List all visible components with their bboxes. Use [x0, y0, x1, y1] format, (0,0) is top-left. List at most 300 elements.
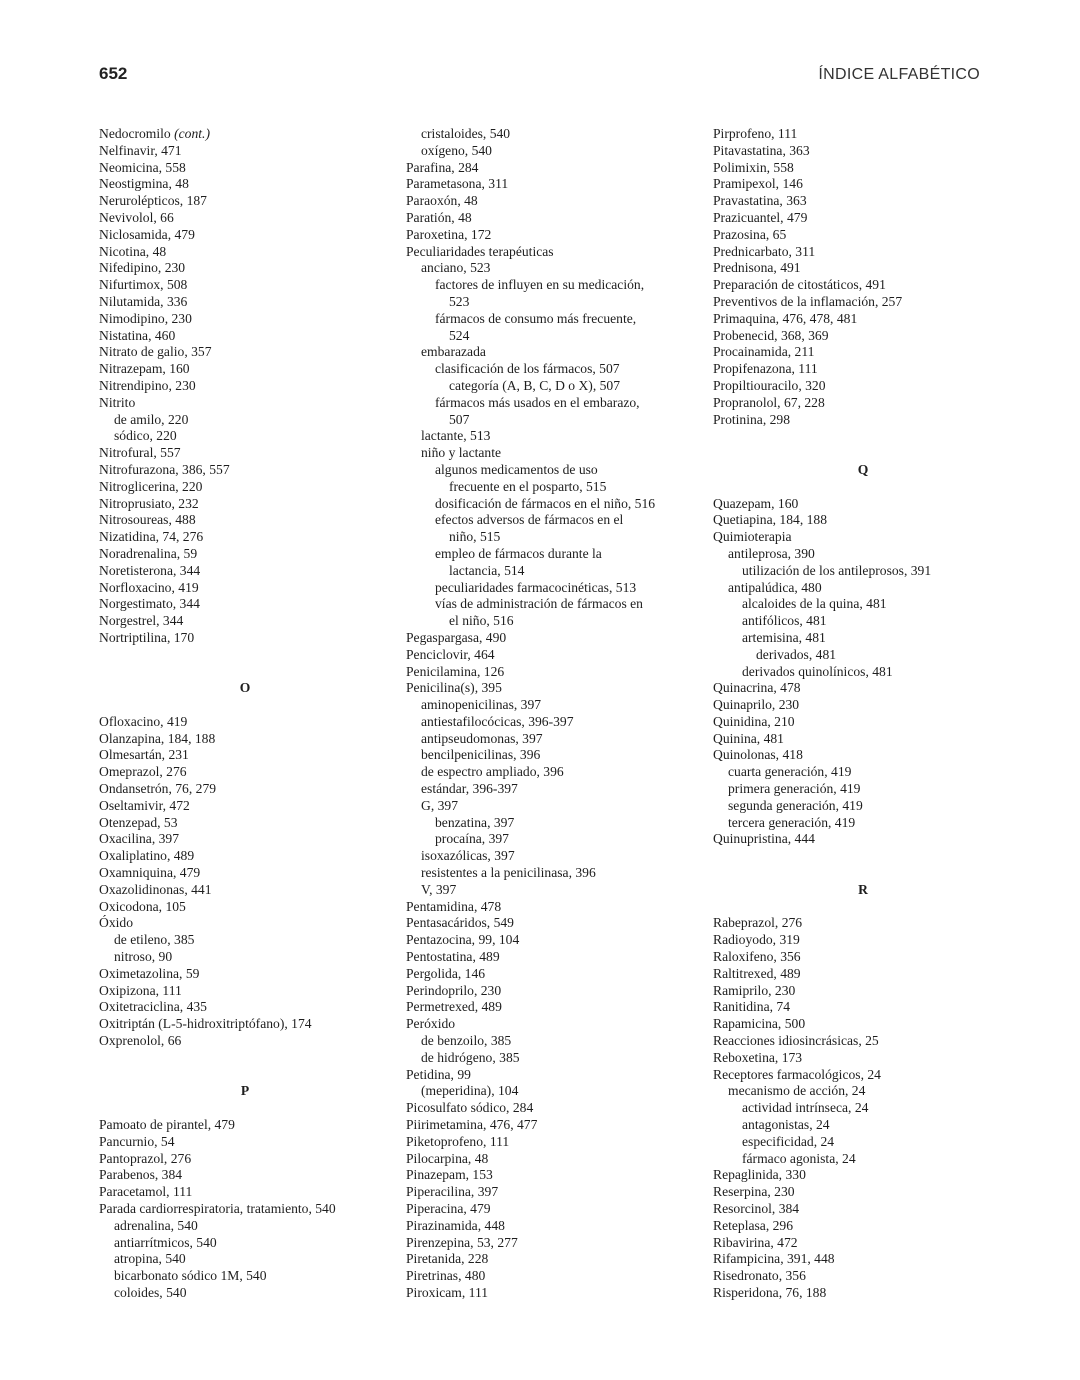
- index-subentry: [406, 529, 706, 546]
- index-entry: [713, 529, 1013, 546]
- index-subentry: [406, 1083, 706, 1100]
- entry-text: Paroxetina, 172: [406, 226, 492, 242]
- index-entry: [99, 1134, 391, 1151]
- index-entry: [99, 445, 391, 462]
- entry-text: Pentostatina, 489: [406, 949, 500, 965]
- entry-text: Peculiaridades terapéuticas: [406, 243, 554, 259]
- index-entry: [99, 378, 391, 395]
- entry-text: isoxazólicas, 397: [421, 848, 515, 864]
- entry-text: Quinaprilo, 230: [713, 697, 800, 713]
- continued-marker: (cont.): [174, 126, 210, 141]
- index-column-2: [406, 126, 706, 1302]
- entry-text: Paratión, 48: [406, 209, 472, 225]
- entry-text: Polimixin, 558: [713, 159, 794, 175]
- index-entry: [99, 1033, 391, 1050]
- entry-text: Nilutamida, 336: [99, 293, 188, 309]
- index-subentry: [99, 1251, 391, 1268]
- entry-text: Oxaliplatino, 489: [99, 848, 195, 864]
- entry-text: oxígeno, 540: [421, 142, 492, 158]
- entry-text: Pitavastatina, 363: [713, 142, 810, 158]
- entry-text: anciano, 523: [421, 260, 491, 276]
- index-subentry: [406, 395, 706, 412]
- index-entry: [99, 865, 391, 882]
- index-entry: [99, 983, 391, 1000]
- entry-text: alcaloides de la quina, 481: [742, 596, 887, 612]
- entry-text: nitroso, 90: [114, 949, 173, 965]
- index-subentry: [406, 344, 706, 361]
- entry-text: Oxicodona, 105: [99, 898, 186, 914]
- index-subentry: [99, 932, 391, 949]
- index-entry: [406, 664, 706, 681]
- entry-text: aminopenicilinas, 397: [421, 697, 542, 713]
- entry-text: antileprosa, 390: [728, 545, 815, 561]
- entry-text: antipalúdica, 480: [728, 579, 822, 595]
- entry-text: Prazosina, 65: [713, 226, 787, 242]
- index-entry: [406, 1184, 706, 1201]
- entry-text: Rapamicina, 500: [713, 1016, 806, 1032]
- entry-text: adrenalina, 540: [114, 1217, 198, 1233]
- index-entry: [99, 1117, 391, 1134]
- entry-text: 523: [449, 293, 470, 309]
- index-entry: [99, 260, 391, 277]
- index-entry: [406, 1201, 706, 1218]
- letter-heading: P: [240, 1083, 250, 1099]
- entry-text: de etileno, 385: [114, 932, 195, 948]
- entry-text: estándar, 396-397: [421, 781, 518, 797]
- index-entry: [713, 328, 1013, 345]
- entry-text: clasificación de los fármacos, 507: [435, 361, 620, 377]
- entry-text: benzatina, 397: [435, 814, 515, 830]
- entry-text: atropina, 540: [114, 1251, 186, 1267]
- index-entry: [99, 361, 391, 378]
- entry-text: empleo de fármacos durante la: [435, 545, 602, 561]
- index-entry: [99, 210, 391, 227]
- entry-text: cuarta generación, 419: [728, 764, 852, 780]
- entry-text: Oximetazolina, 59: [99, 965, 200, 981]
- index-entry: [99, 714, 391, 731]
- entry-text: Raloxifeno, 356: [713, 949, 801, 965]
- entry-text: Noradrenalina, 59: [99, 545, 198, 561]
- index-subentry: [713, 563, 1013, 580]
- entry-text: utilización de los antileprosos, 391: [742, 562, 932, 578]
- entry-text: resistentes a la penicilinasa, 396: [421, 865, 596, 881]
- entry-text: de benzoilo, 385: [421, 1033, 512, 1049]
- index-entry: [99, 1151, 391, 1168]
- entry-text: segunda generación, 419: [728, 797, 863, 813]
- entry-text: Oxacilina, 397: [99, 831, 180, 847]
- index-subentry: [713, 630, 1013, 647]
- index-entry: [406, 1268, 706, 1285]
- index-entry: [713, 680, 1013, 697]
- index-entry: [99, 160, 391, 177]
- entry-text: de hidrógeno, 385: [421, 1049, 520, 1065]
- entry-text: embarazada: [421, 344, 486, 360]
- entry-text: Neomicina, 558: [99, 159, 186, 175]
- entry-text: Nitrato de galio, 357: [99, 344, 212, 360]
- index-entry: [713, 294, 1013, 311]
- entry-text: Pegaspargasa, 490: [406, 629, 507, 645]
- entry-text: antiestafilocócicas, 396-397: [421, 713, 574, 729]
- index-subentry: [406, 412, 706, 429]
- index-entry: [99, 915, 391, 932]
- index-entry: [406, 949, 706, 966]
- spacer: [99, 1050, 391, 1067]
- entry-text: Ofloxacino, 419: [99, 713, 188, 729]
- index-entry: [99, 1184, 391, 1201]
- entry-text: Piroxicam, 111: [406, 1284, 489, 1300]
- index-subentry: [406, 613, 706, 630]
- index-subentry: [406, 294, 706, 311]
- spacer: [713, 479, 1013, 496]
- entry-text: Permetrexed, 489: [406, 999, 502, 1015]
- index-entry: [713, 378, 1013, 395]
- index-entry: [99, 1016, 391, 1033]
- index-entry: [406, 227, 706, 244]
- index-subentry: [99, 1285, 391, 1302]
- index-entry: [406, 1218, 706, 1235]
- entry-text: Nifurtimox, 508: [99, 277, 188, 293]
- index-subentry: [406, 1050, 706, 1067]
- entry-text: V, 397: [421, 881, 457, 897]
- entry-text: Perindoprilo, 230: [406, 982, 502, 998]
- index-entry: [406, 1167, 706, 1184]
- entry-text: Penciclovir, 464: [406, 646, 495, 662]
- entry-text: Nizatidina, 74, 276: [99, 529, 204, 545]
- index-entry: [99, 479, 391, 496]
- entry-text: Oseltamivir, 472: [99, 797, 190, 813]
- entry-text: Nitrofurazona, 386, 557: [99, 461, 230, 477]
- page-header: [0, 0, 1080, 110]
- entry-text: Nitrendipino, 230: [99, 377, 196, 393]
- index-entry: [99, 764, 391, 781]
- entry-text: primera generación, 419: [728, 781, 861, 797]
- entry-text: Nitroprusiato, 232: [99, 495, 199, 511]
- entry-text: Pirprofeno, 111: [713, 126, 798, 141]
- index-entry: [99, 344, 391, 361]
- index-entry: [406, 899, 706, 916]
- index-subentry: [713, 647, 1013, 664]
- index-subentry: [406, 831, 706, 848]
- spacer: [713, 865, 1013, 882]
- index-subentry: [713, 781, 1013, 798]
- index-entry: [406, 1134, 706, 1151]
- index-entry: [99, 176, 391, 193]
- entry-text: Norgestimato, 344: [99, 596, 200, 612]
- index-entry: [713, 412, 1013, 429]
- index-entry: [713, 1235, 1013, 1252]
- index-entry: [713, 1033, 1013, 1050]
- entry-text: Quazepam, 160: [713, 495, 799, 511]
- entry-text: Propranolol, 67, 228: [713, 394, 825, 410]
- index-entry: [406, 1067, 706, 1084]
- index-entry: [99, 294, 391, 311]
- entry-text: Paracetamol, 111: [99, 1184, 193, 1200]
- index-entry: [406, 680, 706, 697]
- entry-text: Paraoxón, 48: [406, 193, 478, 209]
- entry-text: Noretisterona, 344: [99, 562, 201, 578]
- entry-text: Nicotina, 48: [99, 243, 167, 259]
- index-entry: [713, 1050, 1013, 1067]
- entry-text: bicarbonato sódico 1M, 540: [114, 1268, 267, 1284]
- entry-text: Risedronato, 356: [713, 1268, 806, 1284]
- index-subentry: [713, 1117, 1013, 1134]
- index-entry: [713, 1167, 1013, 1184]
- index-subentry: [713, 613, 1013, 630]
- entry-text: antipseudomonas, 397: [421, 730, 543, 746]
- entry-text: Oxprenolol, 66: [99, 1033, 182, 1049]
- entry-text: efectos adversos de fármacos en el: [435, 512, 624, 528]
- index-entry: [99, 815, 391, 832]
- entry-text: Petidina, 99: [406, 1066, 471, 1082]
- index-subentry: [713, 1083, 1013, 1100]
- entry-text: Reboxetina, 173: [713, 1049, 803, 1065]
- entry-text: Primaquina, 476, 478, 481: [713, 310, 858, 326]
- index-entry: [99, 546, 391, 563]
- entry-text: Protinina, 298: [713, 411, 791, 427]
- index-entry: [99, 126, 391, 143]
- index-entry: [713, 244, 1013, 261]
- entry-text: Resorcinol, 384: [713, 1201, 800, 1216]
- index-entry: [713, 932, 1013, 949]
- index-entry: [406, 176, 706, 193]
- index-subentry: [713, 580, 1013, 597]
- index-entry: [99, 227, 391, 244]
- index-entry: [99, 277, 391, 294]
- entry-text: Propifenazona, 111: [713, 361, 818, 377]
- spacer: [713, 428, 1013, 445]
- entry-text: mecanismo de acción, 24: [728, 1083, 866, 1099]
- index-entry: [406, 1235, 706, 1252]
- index-entry: [99, 462, 391, 479]
- letter-heading: R: [858, 881, 868, 897]
- entry-text: Rifampicina, 391, 448: [713, 1251, 835, 1267]
- index-entry: [713, 949, 1013, 966]
- entry-text: Raltitrexed, 489: [713, 965, 801, 981]
- index-entry: [406, 210, 706, 227]
- index-entry: [713, 311, 1013, 328]
- entry-text: Olanzapina, 184, 188: [99, 730, 216, 746]
- entry-text: categoría (A, B, C, D o X), 507: [449, 377, 621, 393]
- entry-text: G, 397: [421, 797, 459, 813]
- entry-text: Pentasacáridos, 549: [406, 915, 514, 931]
- entry-text: Radioyodo, 319: [713, 932, 800, 948]
- entry-text: Piretanida, 228: [406, 1251, 489, 1267]
- entry-text: Nitrito: [99, 394, 136, 410]
- entry-text: antiarrítmicos, 540: [114, 1234, 217, 1250]
- entry-text: Pancurnio, 54: [99, 1133, 175, 1149]
- entry-text: Quinupristina, 444: [713, 831, 815, 847]
- index-subentry: [406, 496, 706, 513]
- entry-text: Risperidona, 76, 188: [713, 1284, 827, 1300]
- entry-text: Prednisona, 491: [713, 260, 801, 276]
- entry-text: Ranitidina, 74: [713, 999, 791, 1015]
- entry-text: Peróxido: [406, 1016, 456, 1032]
- index-entry: [406, 1100, 706, 1117]
- index-subentry: [99, 428, 391, 445]
- index-entry: [406, 1251, 706, 1268]
- index-entry: [713, 714, 1013, 731]
- entry-text: lactancia, 514: [449, 562, 525, 578]
- entry-text: Repaglinida, 330: [713, 1167, 806, 1183]
- index-subentry: [406, 747, 706, 764]
- entry-text: Niclosamida, 479: [99, 226, 195, 242]
- index-entry: [406, 244, 706, 261]
- index-entry: [713, 395, 1013, 412]
- index-entry: [99, 563, 391, 580]
- entry-text: Pentazocina, 99, 104: [406, 932, 520, 948]
- entry-text: Reacciones idiosincrásicas, 25: [713, 1033, 879, 1049]
- entry-text: Piirimetamina, 476, 477: [406, 1117, 538, 1133]
- entry-text: Penicilamina, 126: [406, 663, 505, 679]
- letter-heading: Q: [857, 461, 869, 477]
- entry-text: de espectro ampliado, 396: [421, 764, 564, 780]
- index-subentry: [406, 361, 706, 378]
- index-entry: [713, 747, 1013, 764]
- entry-text: Quetiapina, 184, 188: [713, 512, 828, 528]
- index-subentry: [713, 1100, 1013, 1117]
- spacer: [99, 1100, 391, 1117]
- index-subentry: [406, 378, 706, 395]
- index-subentry: [406, 865, 706, 882]
- entry-text: Nistatina, 460: [99, 327, 176, 343]
- entry-text: 507: [449, 411, 470, 427]
- entry-text: Nimodipino, 230: [99, 310, 192, 326]
- entry-text: Nerurolépticos, 187: [99, 193, 207, 209]
- entry-text: peculiaridades farmacocinéticas, 513: [435, 579, 637, 595]
- index-entry: [713, 831, 1013, 848]
- index-subentry: [406, 596, 706, 613]
- spacer: [713, 899, 1013, 916]
- entry-text: de amilo, 220: [114, 411, 189, 427]
- entry-text: Parada cardiorrespiratoria, tratamiento, 540: [99, 1201, 336, 1216]
- entry-text: Ondansetrón, 76, 279: [99, 781, 217, 797]
- index-entry: [713, 160, 1013, 177]
- index-entry: [99, 596, 391, 613]
- index-entry: [713, 731, 1013, 748]
- index-entry: [406, 193, 706, 210]
- index-entry: [406, 1016, 706, 1033]
- index-entry: [713, 1067, 1013, 1084]
- index-entry: [99, 882, 391, 899]
- index-subentry: [406, 798, 706, 815]
- index-subentry: [406, 731, 706, 748]
- entry-text: fármaco agonista, 24: [742, 1150, 856, 1166]
- index-entry: [713, 1218, 1013, 1235]
- index-entry: [99, 613, 391, 630]
- index-subentry: [406, 882, 706, 899]
- index-entry: [713, 999, 1013, 1016]
- index-subentry: [406, 563, 706, 580]
- index-entry: [713, 1268, 1013, 1285]
- entry-text: especificidad, 24: [742, 1133, 835, 1149]
- index-subentry: [406, 143, 706, 160]
- index-subentry: [99, 412, 391, 429]
- index-column-3: [713, 126, 1013, 1302]
- index-entry: [713, 126, 1013, 143]
- entry-text: Quinina, 481: [713, 730, 784, 746]
- index-entry: [713, 915, 1013, 932]
- index-subentry: [406, 479, 706, 496]
- entry-text: Nitrofural, 557: [99, 445, 181, 461]
- entry-text: derivados, 481: [756, 646, 837, 662]
- entry-text: Quimioterapia: [713, 529, 792, 545]
- index-subentry: [713, 596, 1013, 613]
- page-number: 652: [99, 64, 128, 83]
- entry-text: artemisina, 481: [742, 629, 826, 645]
- spacer: [99, 1067, 391, 1084]
- entry-text: Preventivos de la inflamación, 257: [713, 293, 903, 309]
- index-entry: [406, 1117, 706, 1134]
- entry-text: Nitrazepam, 160: [99, 361, 190, 377]
- entry-text: Procainamida, 211: [713, 344, 815, 360]
- spacer: [99, 697, 391, 714]
- running-head: ÍNDICE ALFABÉTICO: [818, 66, 980, 83]
- entry-text: Pantoprazol, 276: [99, 1150, 192, 1166]
- entry-text: Nifedipino, 230: [99, 260, 186, 276]
- entry-text: factores de influyen en su medicación,: [435, 277, 645, 293]
- index-entry: [713, 1184, 1013, 1201]
- entry-text: Prednicarbato, 311: [713, 243, 816, 259]
- entry-text: Oxamniquina, 479: [99, 865, 201, 881]
- index-subentry: [406, 848, 706, 865]
- index-entry: [99, 848, 391, 865]
- index-entry: [99, 1201, 391, 1218]
- entry-text: niño y lactante: [421, 445, 502, 461]
- entry-text: Piperacina, 479: [406, 1201, 491, 1216]
- index-entry: [713, 210, 1013, 227]
- entry-text: Oxipizona, 111: [99, 982, 182, 998]
- index-subentry: [713, 1134, 1013, 1151]
- index-entry: [99, 1167, 391, 1184]
- index-entry: [99, 244, 391, 261]
- spacer: [713, 848, 1013, 865]
- entry-text: Reserpina, 230: [713, 1184, 795, 1200]
- entry-text: Norgestrel, 344: [99, 613, 184, 629]
- index-column-1: [99, 126, 391, 1302]
- index-entry: [99, 999, 391, 1016]
- index-subentry: [406, 512, 706, 529]
- entry-text: Quinidina, 210: [713, 713, 795, 729]
- index-entry: [406, 630, 706, 647]
- index-subentry: [99, 949, 391, 966]
- entry-text: Quinolonas, 418: [713, 747, 803, 763]
- index-entry: [713, 983, 1013, 1000]
- index-entry: [406, 999, 706, 1016]
- entry-text: Nortriptilina, 170: [99, 629, 195, 645]
- index-entry: [406, 160, 706, 177]
- entry-text: 524: [449, 327, 470, 343]
- entry-text: Oxitetraciclina, 435: [99, 999, 207, 1015]
- entry-text: Probenecid, 368, 369: [713, 327, 829, 343]
- entry-text: Nitroglicerina, 220: [99, 478, 203, 494]
- index-entry: [99, 580, 391, 597]
- index-subentry: [406, 781, 706, 798]
- index-entry: [713, 176, 1013, 193]
- index-entry: [99, 512, 391, 529]
- index-entry: [406, 1151, 706, 1168]
- index-entry: [713, 193, 1013, 210]
- index-entry: [99, 496, 391, 513]
- index-entry: [713, 143, 1013, 160]
- entry-text: Pirazinamida, 448: [406, 1217, 505, 1233]
- entry-text: Nitrosoureas, 488: [99, 512, 196, 528]
- entry-text: Parametasona, 311: [406, 176, 509, 192]
- index-subentry: [713, 546, 1013, 563]
- entry-text: Pentamidina, 478: [406, 898, 502, 914]
- index-entry: [406, 932, 706, 949]
- index-entry: [713, 1201, 1013, 1218]
- entry-text: Propiltiouracilo, 320: [713, 377, 826, 393]
